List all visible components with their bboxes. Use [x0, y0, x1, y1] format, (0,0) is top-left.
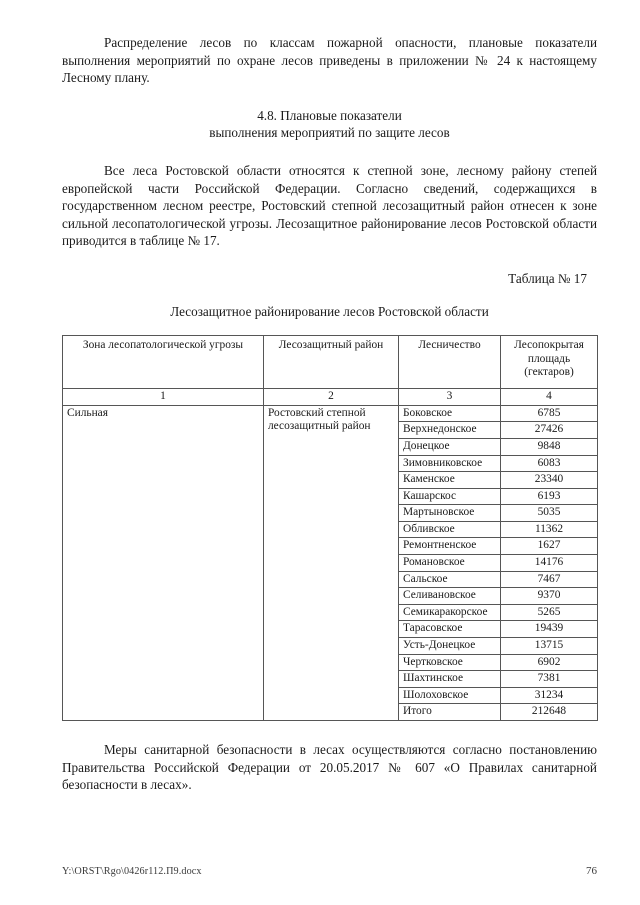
forest-protection-zoning-table — [62, 335, 598, 721]
cell-area: 5265 — [501, 604, 598, 621]
table-body — [63, 405, 598, 720]
cell-area: 212648 — [501, 704, 598, 721]
cell-zone: Сильная — [63, 405, 264, 720]
cell-area: 31234 — [501, 687, 598, 704]
column-number-3: 3 — [399, 389, 501, 406]
column-number-4: 4 — [501, 389, 598, 406]
cell-district-line1: Ростовский степной — [268, 406, 366, 419]
cell-forestry: Селивановское — [399, 588, 501, 605]
cell-area: 6785 — [501, 405, 598, 422]
cell-forestry: Шолоховское — [399, 687, 501, 704]
column-number-2: 2 — [264, 389, 399, 406]
cell-area: 7381 — [501, 671, 598, 688]
table-row — [63, 405, 598, 422]
spacer — [62, 288, 597, 303]
cell-forestry: Боковское — [399, 405, 501, 422]
intro-paragraph: Распределение лесов по классам пожарной опасности, плановые показатели выполнения мероприятий по охране лесов приведены в приложении № 24 к настоящему Лесному плану. — [62, 35, 597, 86]
cell-forestry: Зимовниковское — [399, 455, 501, 472]
table-caption: Лесозащитное районирование лесов Ростовской области — [170, 303, 489, 319]
cell-forestry: Донецкое — [399, 438, 501, 455]
cell-area: 27426 — [501, 422, 598, 439]
footer-file-path: Y:\ORST\Rgo\0426r112.П9.docx — [62, 866, 202, 877]
cell-area: 6193 — [501, 488, 598, 505]
column-header-forestry: Лесничество — [399, 336, 501, 389]
cell-area: 19439 — [501, 621, 598, 638]
cell-forestry: Обливское — [399, 521, 501, 538]
closing-paragraph: Меры санитарной безопасности в лесах осуществляются согласно постановлению Правительства Российской Федерации от 20.05.2017 № 607 «О Правилах санитарной безопасности в лесах». — [62, 742, 597, 793]
column-header-area-line2: площадь — [527, 352, 571, 365]
cell-forestry: Чертковское — [399, 654, 501, 671]
section-heading-line1: 4.8. Плановые показатели — [257, 107, 402, 123]
spacer — [62, 87, 597, 107]
cell-area: 23340 — [501, 472, 598, 489]
cell-forestry: Романовское — [399, 555, 501, 572]
table-number-label: Таблица № 17 — [508, 270, 587, 286]
cell-forestry: Тарасовское — [399, 621, 501, 638]
cell-area: 14176 — [501, 555, 598, 572]
spacer — [62, 320, 597, 335]
cell-area: 6902 — [501, 654, 598, 671]
spacer — [62, 721, 597, 741]
cell-area: 1627 — [501, 538, 598, 555]
cell-area: 5035 — [501, 505, 598, 522]
column-header-district: Лесозащитный район — [264, 336, 399, 389]
cell-forestry: Семикаракорское — [399, 604, 501, 621]
table-header — [63, 336, 598, 406]
cell-forestry: Мартыновское — [399, 505, 501, 522]
cell-area: 7467 — [501, 571, 598, 588]
footer-page-number: 76 — [586, 865, 597, 877]
cell-forestry: Кашарскос — [399, 488, 501, 505]
cell-area: 13715 — [501, 638, 598, 655]
cell-forestry: Каменское — [399, 472, 501, 489]
cell-forestry: Верхнедонское — [399, 422, 501, 439]
page-footer — [62, 865, 597, 877]
cell-area: 11362 — [501, 521, 598, 538]
cell-forestry: Ремонтненское — [399, 538, 501, 555]
cell-forestry: Итого — [399, 704, 501, 721]
column-header-area-line1: Лесопокрытая — [514, 339, 584, 352]
cell-forestry: Сальское — [399, 571, 501, 588]
cell-forestry: Шахтинское — [399, 671, 501, 688]
column-header-area-line3: (гектаров) — [524, 366, 574, 379]
cell-area: 9370 — [501, 588, 598, 605]
cell-district — [264, 405, 399, 720]
cell-area: 9848 — [501, 438, 598, 455]
section-heading-line2: выполнения мероприятий по защите лесов — [209, 125, 450, 141]
spacer — [62, 142, 597, 162]
column-number-1: 1 — [63, 389, 264, 406]
table-header-row — [63, 336, 598, 389]
cell-forestry: Усть-Донецкое — [399, 638, 501, 655]
cell-area: 6083 — [501, 455, 598, 472]
column-header-area — [501, 336, 598, 389]
spacer — [62, 250, 597, 270]
column-header-zone: Зона лесопатологической угрозы — [63, 336, 264, 389]
table-column-number-row — [63, 389, 598, 406]
main-paragraph: Все леса Ростовской области относятся к степной зоне, лесному району степей европейской части Российской Федерации. Согласно сведений, содержащихся в государственном лесном реестре, Ростовский степной лесозащитный район отнесен к зоне сильной лесопатологической угрозы. Лесозащитное районирование лесов Ростовской области приводится в таблице № 17. — [62, 162, 597, 249]
cell-district-line2: лесозащитный район — [268, 420, 371, 433]
